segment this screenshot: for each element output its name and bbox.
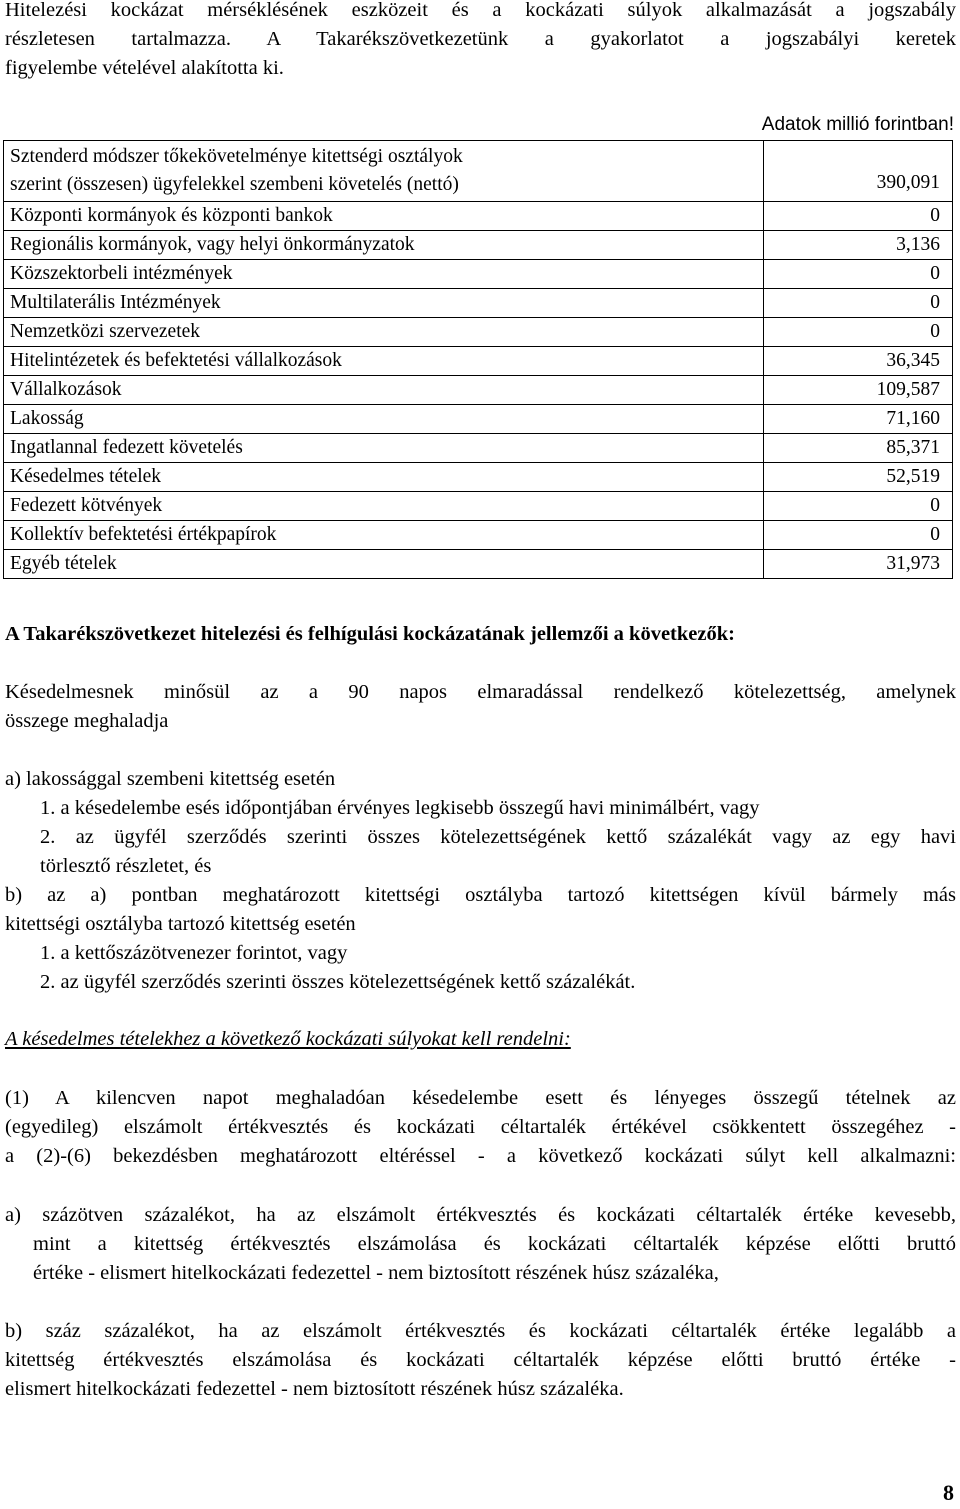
row-value: 0 (764, 492, 953, 521)
definition-line-1: Késedelmesnek minősül az a 90 napos elmaradással rendelkező kötelezettség, amelynek (5, 681, 956, 703)
para-b-line-3: elismert hitelkockázati fedezettel - nem biztosított részének húsz százaléka. (5, 1378, 624, 1400)
table-row (4, 376, 953, 405)
list-b-item-2: 2. az ügyfél szerződés szerinti összes kötelezettségének kettő százalékát. (40, 971, 636, 993)
row-label: Egyéb tételek (4, 550, 764, 579)
row-label: Nemzetközi szervezetek (4, 318, 764, 347)
definition-line-2: összege meghaladja (5, 710, 169, 732)
list-a-item-2-line-2: törlesztő részletet, és (40, 855, 212, 877)
subheading: A késedelmes tételekhez a következő kockázati súlyokat kell rendelni: (5, 1028, 571, 1050)
table-header-label-line-2: szerint (összesen) ügyfelekkel szembeni követelés (nettó) (10, 174, 459, 195)
list-a-item-1: 1. a késedelembe esés időpontjában érvényes legkisebb összegű havi minimálbért, vagy (40, 797, 760, 819)
row-value: 0 (764, 260, 953, 289)
para-b-line-1: b) száz százalékot, ha az elszámolt értékvesztés és kockázati céltartalék értéke legalább a (5, 1320, 956, 1342)
row-value: 3,136 (764, 231, 953, 260)
intro-line-2: részletesen tartalmazza. A Takarékszövetkezetünk a gyakorlatot a jogszabályi keretek (5, 28, 956, 50)
row-value: 109,587 (764, 376, 953, 405)
section-title: A Takarékszövetkezet hitelezési és felhígulási kockázatának jellemzői a következők: (5, 623, 735, 645)
table-row (4, 550, 953, 579)
table-row (4, 231, 953, 260)
row-label: Fedezett kötvények (4, 492, 764, 521)
para1-line-2: (egyedileg) elszámolt értékvesztés és kockázati céltartalék értékével csökkentett összegéhez - (5, 1116, 956, 1138)
row-label: Regionális kormányok, vagy helyi önkormányzatok (4, 231, 764, 260)
table-row (4, 492, 953, 521)
table-header-value: 390,091 (764, 141, 953, 202)
row-value: 71,160 (764, 405, 953, 434)
row-label: Késedelmes tételek (4, 463, 764, 492)
para-a-line-2: mint a kitettség értékvesztés elszámolása és kockázati céltartalék képzése előtti bruttó (33, 1233, 956, 1255)
intro-line-3: figyelembe vételével alakította ki. (5, 57, 284, 79)
table-row (4, 463, 953, 492)
row-label: Hitelintézetek és befektetési vállalkozások (4, 347, 764, 376)
row-value: 0 (764, 521, 953, 550)
table-row (4, 434, 953, 463)
intro-line-1: Hitelezési kockázat mérséklésének eszközeit és a kockázati súlyok alkalmazását a jogszabály (5, 0, 956, 21)
para-a-line-3: értéke - elismert hitelkockázati fedezettel - nem biztosított részének húsz százaléka, (33, 1262, 719, 1284)
row-label: Központi kormányok és központi bankok (4, 202, 764, 231)
table-row (4, 260, 953, 289)
unit-note: Adatok millió forintban! (761, 114, 954, 135)
table-row (4, 289, 953, 318)
row-label: Ingatlannal fedezett követelés (4, 434, 764, 463)
table-header-label-line-1: Sztenderd módszer tőkekövetelménye kitettségi osztályok (10, 146, 463, 167)
table-row (4, 318, 953, 347)
row-label: Multilaterális Intézmények (4, 289, 764, 318)
row-label: Kollektív befektetési értékpapírok (4, 521, 764, 550)
row-value: 0 (764, 318, 953, 347)
page-number: 8 (943, 1480, 954, 1505)
para1-line-3: a (2)-(6) bekezdésben meghatározott eltéréssel - a következő kockázati súlyt kell alkalmazni: (5, 1145, 956, 1167)
table-row (4, 202, 953, 231)
row-value: 0 (764, 202, 953, 231)
list-a-label: a) lakossággal szembeni kitettség esetén (5, 768, 336, 790)
row-label: Közszektorbeli intézmények (4, 260, 764, 289)
row-value: 36,345 (764, 347, 953, 376)
table-row (4, 347, 953, 376)
table-header-label (4, 141, 764, 202)
row-value: 31,973 (764, 550, 953, 579)
row-label: Lakosság (4, 405, 764, 434)
list-b-line-2: kitettségi osztályba tartozó kitettség esetén (5, 913, 356, 935)
para-b-line-2: kitettség értékvesztés elszámolása és kockázati céltartalék képzése előtti bruttó értéke - (5, 1349, 956, 1371)
row-value: 52,519 (764, 463, 953, 492)
table-row (4, 405, 953, 434)
list-b-line-1: b) az a) pontban meghatározott kitettségi osztályba tartozó kitettségen kívül bármely más (5, 884, 956, 906)
row-label: Vállalkozások (4, 376, 764, 405)
row-value: 85,371 (764, 434, 953, 463)
exposure-table (3, 140, 953, 579)
table-row (4, 521, 953, 550)
table-header-row (4, 141, 953, 202)
row-value: 0 (764, 289, 953, 318)
para1-line-1: (1) A kilencven napot meghaladóan késedelembe esett és lényeges összegű tételnek az (5, 1087, 956, 1109)
para-a-line-1: a) százötven százalékot, ha az elszámolt értékvesztés és kockázati céltartalék értéke kevesebb, (5, 1204, 956, 1226)
list-b-item-1: 1. a kettőszázötvenezer forintot, vagy (40, 942, 348, 964)
list-a-item-2-line-1: 2. az ügyfél szerződés szerinti összes kötelezettségének kettő százalékát vagy az egy havi (40, 826, 956, 848)
